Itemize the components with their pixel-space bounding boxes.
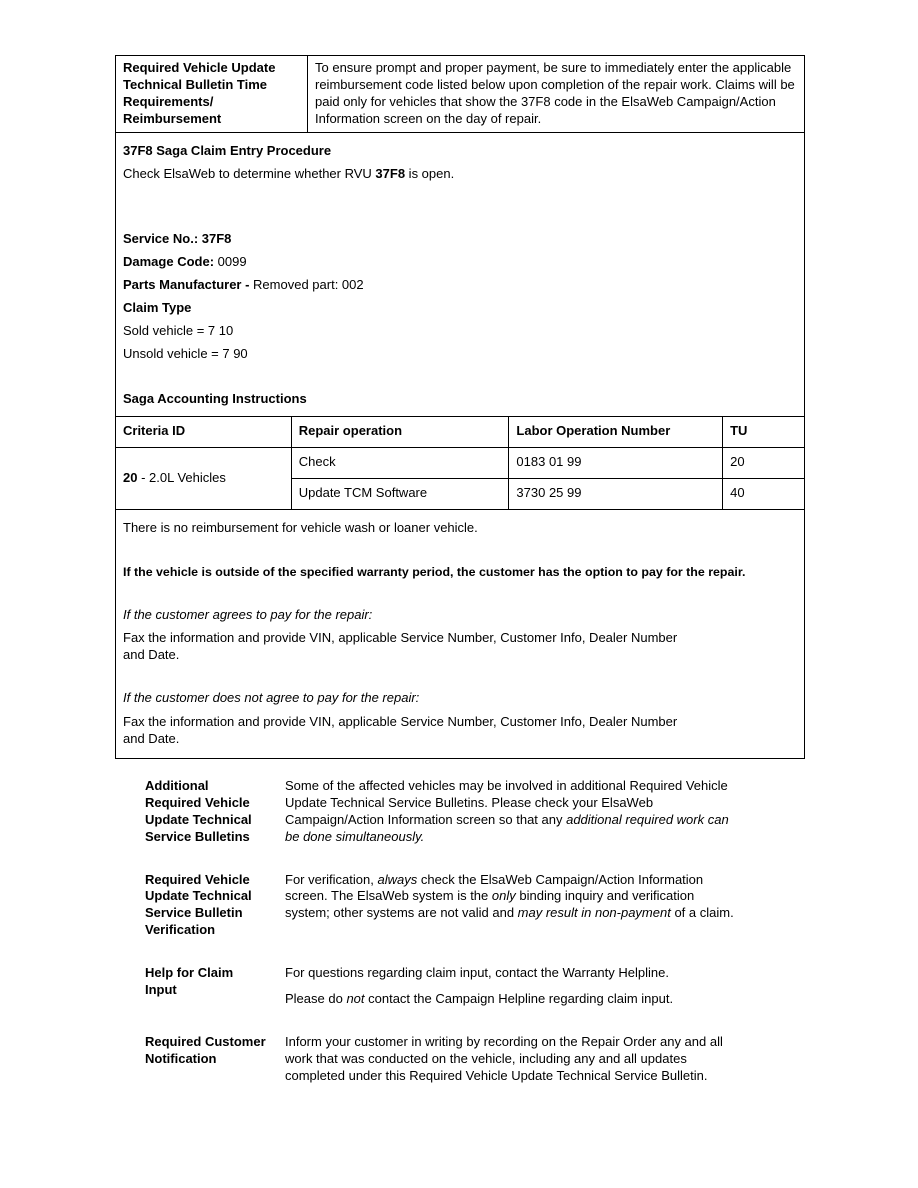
customer-disagrees-heading: If the customer does not agree to pay for the repair: bbox=[123, 690, 420, 706]
section-customer-notification bbox=[145, 1034, 737, 1085]
header-cell-tu: TU bbox=[723, 416, 805, 447]
section-text bbox=[285, 778, 737, 846]
tu-cell: 20 bbox=[723, 447, 805, 478]
tu-cell: 40 bbox=[723, 478, 805, 509]
section-label: Additional Required Vehicle Update Technical Service Bulletins bbox=[145, 778, 252, 844]
sold-vehicle-line: Sold vehicle = 7 10 bbox=[123, 322, 234, 338]
repair-operation-cell: Check bbox=[291, 447, 509, 478]
check-elsaweb-line: Check ElsaWeb to determine whether RVU 37F8 is open. bbox=[123, 166, 455, 182]
section-paragraph: Please do not contact the Campaign Helpline regarding claim input. bbox=[285, 991, 674, 1007]
saga-accounting-table bbox=[115, 416, 805, 510]
section-label: Help for Claim Input bbox=[145, 965, 234, 998]
bulletin-content bbox=[115, 55, 805, 759]
header-cell-criteria-id: Criteria ID bbox=[116, 416, 292, 447]
section-text bbox=[285, 872, 737, 940]
claim-type-line: Claim Type bbox=[123, 300, 192, 316]
section-text bbox=[285, 965, 737, 1008]
table-row bbox=[116, 56, 805, 133]
section-label: Required Vehicle Update Technical Service Bulletin Verification bbox=[145, 871, 252, 938]
repair-operation-cell: Update TCM Software bbox=[291, 478, 509, 509]
customer-disagrees-body: Fax the information and provide VIN, applicable Service Number, Customer Info, Dealer Number and Date. bbox=[123, 714, 678, 747]
section-help-claim-input bbox=[145, 965, 737, 1008]
intro-body-cell: To ensure prompt and proper payment, be sure to immediately enter the applicable reimbursement code listed below upon completion of the repair work. Claims will be paid only for vehicles that show the 37F8 code in the ElsaWeb Campaign/Action Information screen on the day of repair. bbox=[308, 56, 805, 133]
labor-number-cell: 0183 01 99 bbox=[509, 447, 723, 478]
criteria-id-cell: 20 - 2.0L Vehicles bbox=[116, 447, 292, 509]
customer-agrees-body: Fax the information and provide VIN, applicable Service Number, Customer Info, Dealer Number and Date. bbox=[123, 630, 678, 663]
header-cell-repair-operation: Repair operation bbox=[291, 416, 509, 447]
saga-accounting-heading: Saga Accounting Instructions bbox=[123, 390, 307, 406]
section-bulletin-verification bbox=[145, 872, 737, 940]
reimbursement-intro-table bbox=[115, 55, 805, 133]
section-paragraph: For questions regarding claim input, contact the Warranty Helpline. bbox=[285, 965, 669, 981]
customer-agrees-heading: If the customer agrees to pay for the repair: bbox=[123, 606, 373, 622]
section-label: Required Customer Notification bbox=[145, 1033, 266, 1066]
section-paragraph: Inform your customer in writing by recording on the Repair Order any and all work that was conducted on the vehicle, including any and all updates completed under this Required Vehicle Update Technical Service Bulletin. bbox=[285, 1033, 723, 1083]
section-paragraph: Some of the affected vehicles may be involved in additional Required Vehicle Update Technical Service Bulletins. Please check your ElsaWeb Campaign/Action Information screen so that any additional required work can be done simultaneously. bbox=[285, 778, 729, 844]
outside-warranty-note: If the vehicle is outside of the specified warranty period, the customer has the option to pay for the repair. bbox=[123, 565, 746, 580]
service-no-line: Service No.: 37F8 bbox=[123, 231, 232, 247]
parts-manufacturer-line: Parts Manufacturer - Removed part: 002 bbox=[123, 277, 364, 293]
claim-box-title: 37F8 Saga Claim Entry Procedure bbox=[123, 142, 332, 158]
header-cell-labor-operation-number: Labor Operation Number bbox=[509, 416, 723, 447]
table-row bbox=[116, 447, 805, 478]
claim-entry-box bbox=[115, 132, 805, 759]
unsold-vehicle-line: Unsold vehicle = 7 90 bbox=[123, 345, 248, 361]
labor-number-cell: 3730 25 99 bbox=[509, 478, 723, 509]
section-additional-bulletins bbox=[145, 778, 737, 846]
section-text bbox=[285, 1034, 737, 1085]
table-header-row bbox=[116, 416, 805, 447]
no-reimbursement-note: There is no reimbursement for vehicle wash or loaner vehicle. bbox=[123, 519, 478, 535]
intro-label-cell: Required Vehicle Update Technical Bulletin Time Requirements/ Reimbursement bbox=[116, 56, 308, 133]
bottom-sections bbox=[145, 778, 737, 1111]
section-paragraph: For verification, always check the ElsaWeb Campaign/Action Information screen. The ElsaWeb system is the only binding inquiry and verification system; other systems are not valid and may result in non-payment of a claim. bbox=[285, 871, 734, 921]
damage-code-line: Damage Code: 0099 bbox=[123, 254, 247, 270]
